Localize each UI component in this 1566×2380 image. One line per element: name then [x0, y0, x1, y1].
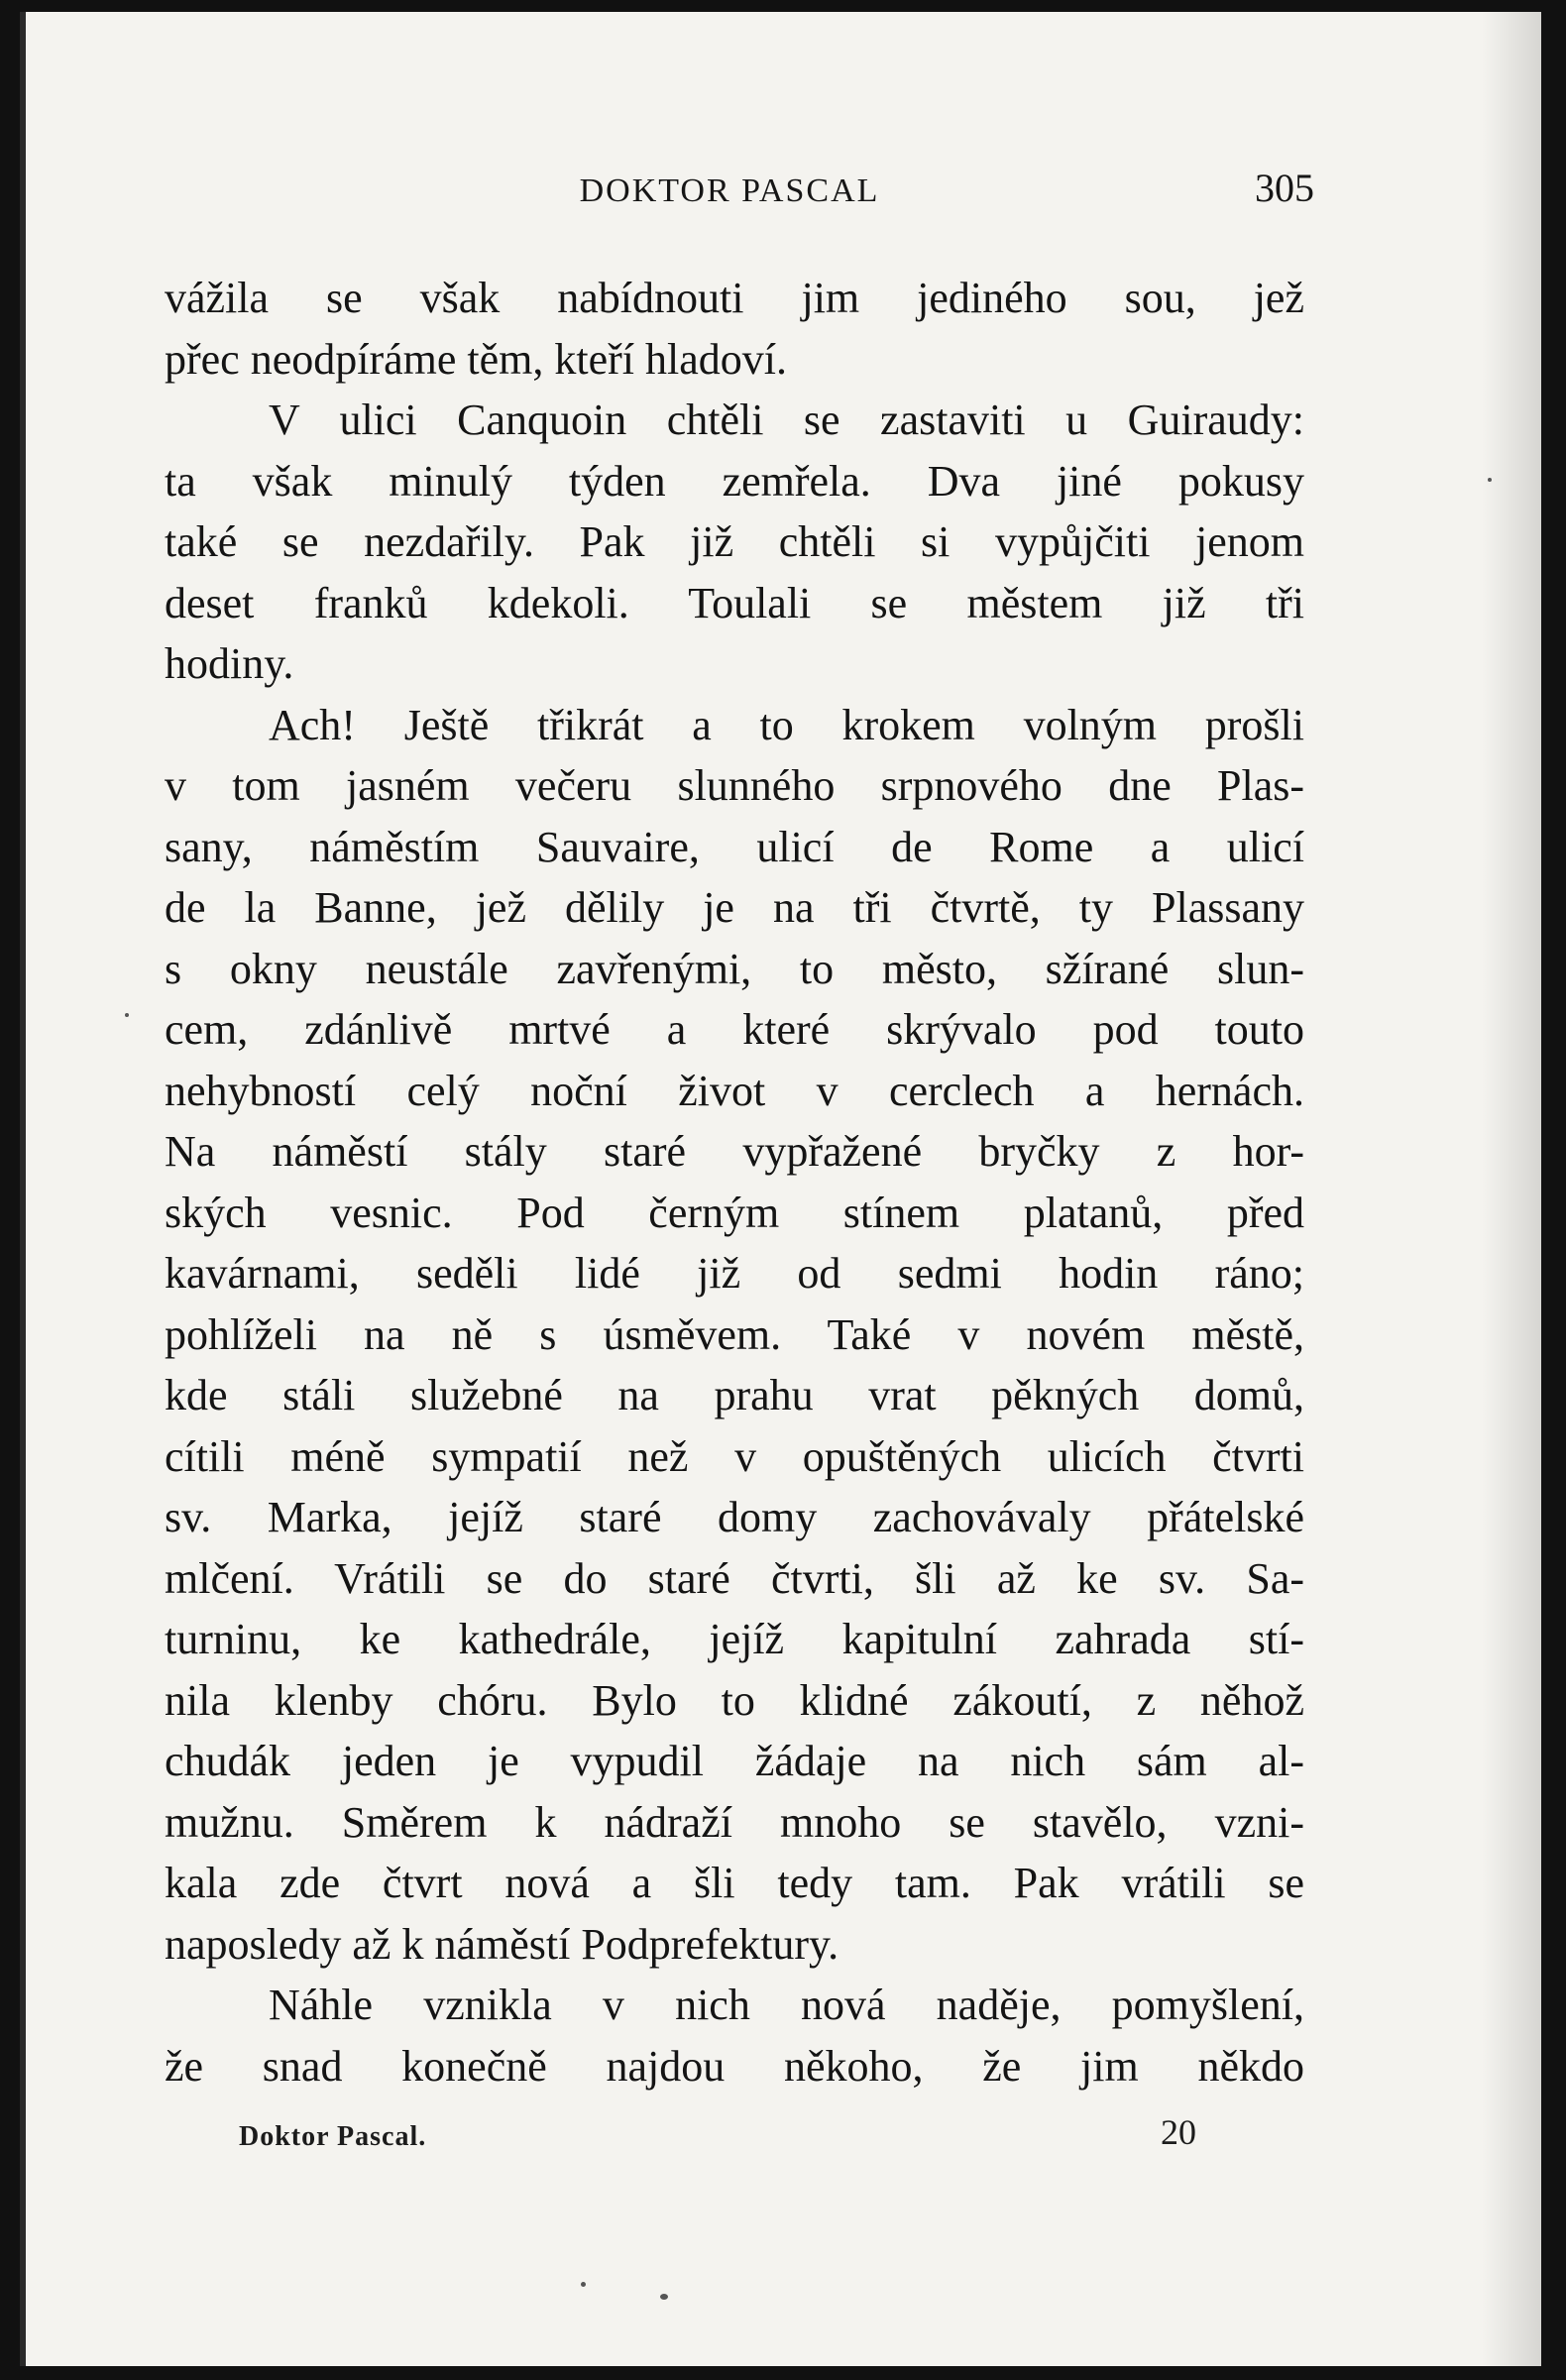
- text-line: Náhle vznikla v nich nová naděje, pomyšlení,: [269, 1981, 1304, 2029]
- page-number: 305: [1255, 166, 1314, 210]
- text-line: ských vesnic. Pod černým stínem platanů, před: [165, 1188, 1304, 1237]
- page-footer: [239, 2111, 1210, 2161]
- text-line: cem, zdánlivě mrtvé a které skrývalo pod touto: [165, 1005, 1304, 1054]
- text-line: deset franků kdekoli. Toulali se městem již tři: [165, 578, 1304, 627]
- text-line: také se nezdařily. Pak již chtěli si vypůjčiti jenom: [165, 517, 1304, 566]
- text-line: naposledy až k náměstí Podprefektury.: [165, 1919, 839, 1969]
- text-line: sany, náměstím Sauvaire, ulicí de Rome a ulicí: [165, 822, 1304, 871]
- text-line: sv. Marka, jejíž staré domy zachovávaly přátelské: [165, 1493, 1304, 1541]
- text-line: nehybností celý noční život v cerclech a hernách.: [165, 1066, 1304, 1115]
- text-line: že snad konečně najdou někoho, že jim někdo: [165, 2041, 1304, 2091]
- text-line: nila klenby chóru. Bylo to klidné zákoutí, z něhož: [165, 1675, 1304, 1725]
- text-line: mužnu. Směrem k nádraží mnoho se stavělo, vzni-: [165, 1797, 1304, 1847]
- body-text: [165, 268, 1304, 2097]
- page-header: [145, 161, 1314, 220]
- text-line: hodiny.: [165, 639, 294, 688]
- text-line: Na náměstí stály staré vypřažené bryčky z hor-: [165, 1127, 1304, 1176]
- text-line: kala zde čtvrt nová a šli tedy tam. Pak vrátili se: [165, 1859, 1304, 1907]
- text-line: chudák jeden je vypudil žádaje na nich sám al-: [165, 1737, 1304, 1785]
- text-line: v tom jasném večeru slunného srpnového dne Plas-: [165, 761, 1304, 810]
- text-line: turninu, ke kathedrále, jejíž kapitulní zahrada stí-: [165, 1615, 1304, 1663]
- signature-mark: Doktor Pascal.: [239, 2121, 427, 2152]
- scan-speck: [581, 2282, 586, 2287]
- text-line: Ach! Ještě třikrát a to krokem volným prošli: [269, 700, 1304, 749]
- book-page: [20, 12, 1541, 2366]
- scan-speck: [1488, 478, 1492, 482]
- text-line: vážila se však nabídnouti jim jediného sou, jež: [165, 274, 1304, 322]
- text-line: cítili méně sympatií než v opuštěných ulicích čtvrti: [165, 1431, 1304, 1481]
- text-line: kde stáli služebné na prahu vrat pěkných domů,: [165, 1371, 1304, 1419]
- text-line: V ulici Canquoin chtěli se zastaviti u Guiraudy:: [269, 396, 1304, 444]
- text-line: kavárnami, seděli lidé již od sedmi hodin ráno;: [165, 1249, 1304, 1298]
- running-title: DOKTOR PASCAL: [579, 172, 880, 209]
- text-line: ta však minulý týden zemřela. Dva jiné pokusy: [165, 456, 1304, 506]
- text-line: přec neodpíráme těm, kteří hladoví.: [165, 334, 787, 384]
- scan-speck: [660, 2294, 668, 2300]
- text-line: s okny neustále zavřenými, to město, sžírané slun-: [165, 944, 1304, 993]
- sheet-number: 20: [1161, 2112, 1196, 2152]
- text-line: pohlíželi na ně s úsměvem. Také v novém městě,: [165, 1309, 1304, 1359]
- text-line: mlčení. Vrátili se do staré čtvrti, šli až ke sv. Sa-: [165, 1553, 1304, 1603]
- text-line: de la Banne, jež dělily je na tři čtvrtě, ty Plassany: [165, 883, 1304, 932]
- scan-speck: [125, 1013, 129, 1017]
